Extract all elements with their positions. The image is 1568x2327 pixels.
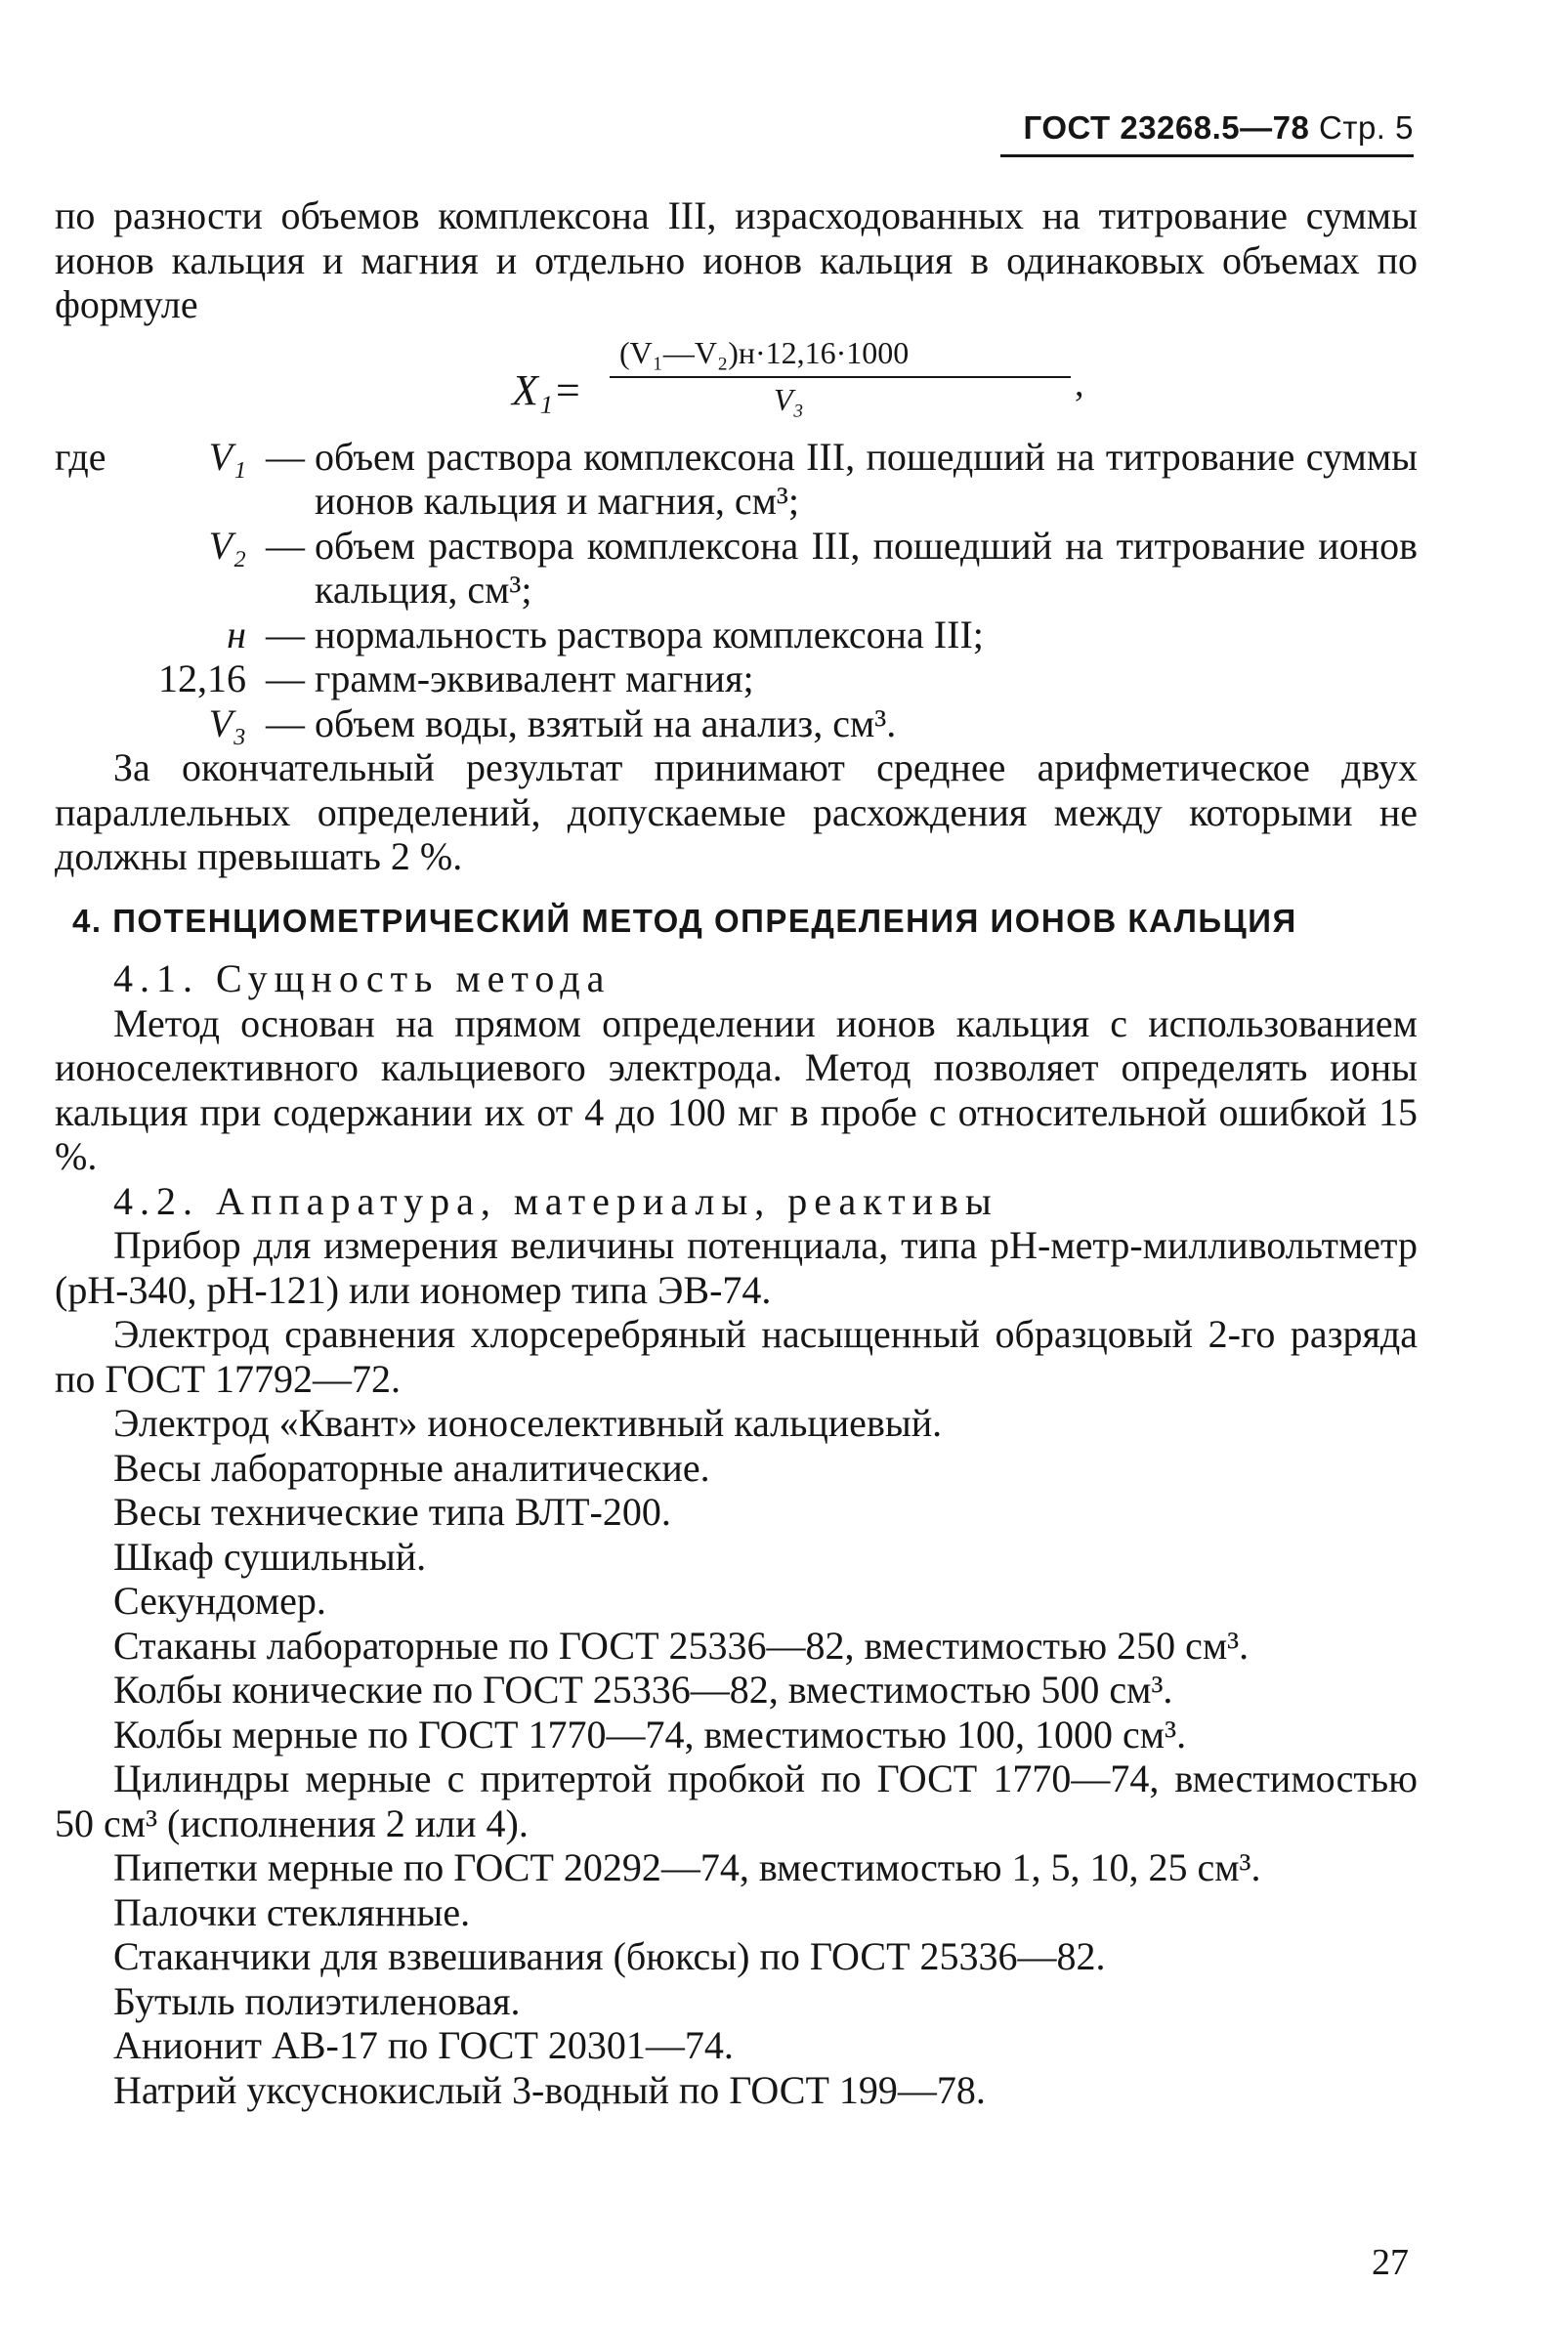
- where-row: [55, 435, 1418, 524]
- equipment-item: Стаканчики для взвешивания (бюксы) по ГОСТ 25336—82.: [113, 1934, 1106, 1978]
- formula: [55, 327, 1418, 435]
- formula-comma: ,: [1075, 362, 1084, 404]
- equipment-item: Секундомер.: [113, 1579, 326, 1623]
- where-symbol: V₂: [208, 523, 246, 568]
- equipment-item: Весы лабораторные аналитические.: [113, 1445, 710, 1490]
- where-text: объем воды, взятый на анализ, см³.: [315, 700, 897, 745]
- where-lead: где: [55, 434, 106, 479]
- fraction-bar: [610, 376, 1071, 378]
- equipment-item: Электрод сравнения хлорсеребряный насыщенный образцовый 2-го разряда по ГОСТ 17792—72.: [55, 1312, 1418, 1401]
- formula-lhs: X₁=: [512, 365, 582, 414]
- where-lead: [55, 656, 109, 701]
- where-symbol: н: [227, 612, 246, 656]
- where-symbol: V₁: [208, 434, 246, 479]
- where-dash: —: [266, 434, 305, 479]
- equipment-item: Колбы конические по ГОСТ 25336—82, вместимостью 500 см³.: [113, 1668, 1173, 1712]
- where-text: грамм-эквивалент магния;: [315, 656, 754, 700]
- equipment-item: Шкаф сушильный.: [113, 1534, 427, 1579]
- where-dash: —: [266, 523, 305, 568]
- where-row: [55, 613, 1418, 657]
- where-row: [55, 656, 1418, 701]
- subsection-heading: 4.1. Сущность метода: [113, 956, 612, 1000]
- equipment-item: Колбы мерные по ГОСТ 1770—74, вместимостью 100, 1000 см³.: [113, 1712, 1187, 1756]
- where-text: нормальность раствора комплексона III;: [315, 612, 984, 656]
- page-content: [55, 193, 1418, 2112]
- subsection-heading: 4.2. Аппаратура, материалы, реактивы: [113, 1178, 998, 1223]
- equipment-item: Цилиндры мерные с притертой пробкой по ГОСТ 1770—74, вместимостью 50 см³ (исполнения 2 или 4).: [55, 1756, 1418, 1845]
- intro-paragraph: по разности объемов комплексона III, израсходованных на титрование суммы ионов кальция и магния и отдельно ионов кальция в одинаковых объемах по формуле: [55, 193, 1418, 326]
- where-dash: —: [266, 700, 305, 745]
- where-dash: —: [266, 612, 305, 656]
- equipment-item: Весы технические типа ВЛТ-200.: [113, 1490, 671, 1534]
- equipment-item: Электрод «Квант» ионоселективный кальциевый.: [113, 1401, 943, 1445]
- where-lead: [55, 524, 109, 613]
- standard-code: ГОСТ 23268.5—78: [1023, 109, 1310, 146]
- equipment-item: Бутыль полиэтиленовая.: [113, 1978, 521, 2023]
- section-heading: 4. ПОТЕНЦИОМЕТРИЧЕСКИЙ МЕТОД ОПРЕДЕЛЕНИЯ ИОНОВ КАЛЬЦИЯ: [72, 902, 1297, 939]
- equipment-item: Пипетки мерные по ГОСТ 20292—74, вместимостью 1, 5, 10, 25 см³.: [113, 1845, 1261, 1889]
- formula-denominator: V₃: [774, 381, 804, 417]
- page-header: [989, 109, 1414, 147]
- equipment-item: Натрий уксуснокислый 3-водный по ГОСТ 199—78.: [113, 2067, 986, 2112]
- equipment-item: Анионит АВ-17 по ГОСТ 20301—74.: [113, 2023, 734, 2067]
- equipment-item: Палочки стеклянные.: [113, 1889, 471, 1934]
- where-text: объем раствора комплексона III, пошедший на титрование суммы ионов кальция и магния, см³;: [315, 434, 1418, 523]
- where-lead: [55, 613, 109, 657]
- header-rule: [1000, 154, 1414, 157]
- where-lead: [55, 701, 109, 746]
- page-number: 27: [1372, 2242, 1409, 2283]
- where-symbol: V₃: [208, 700, 246, 745]
- result-paragraph: За окончательный результат принимают среднее арифметическое двух параллельных определений, допускаемые расхождения между которыми не должны превышать 2 %.: [55, 745, 1418, 878]
- where-row: [55, 701, 1418, 746]
- formula-numerator: (V₁—V₂)н·12,16·1000: [619, 334, 910, 370]
- where-dash: —: [266, 656, 305, 700]
- equipment-item: Стаканы лабораторные по ГОСТ 25336—82, вместимостью 250 см³.: [113, 1623, 1250, 1668]
- method-paragraph: Метод основан на прямом определении ионов кальция с использованием ионоселективного кальциевого электрода. Метод позволяет определять ионы кальция при содержании их от 4 до 100 мг в пробе с относительной ошибкой 15 %.: [55, 1000, 1418, 1178]
- where-symbol: 12,16: [158, 656, 246, 700]
- page-label: Стр. 5: [1319, 109, 1414, 146]
- equipment-item: Прибор для измерения величины потенциала, типа рН-метр-милливольтметр (рН-340, рН-121) или иономер типа ЭВ-74.: [55, 1223, 1418, 1312]
- where-text: объем раствора комплексона III, пошедший на титрование ионов кальция, см³;: [315, 523, 1418, 612]
- where-row: [55, 524, 1418, 613]
